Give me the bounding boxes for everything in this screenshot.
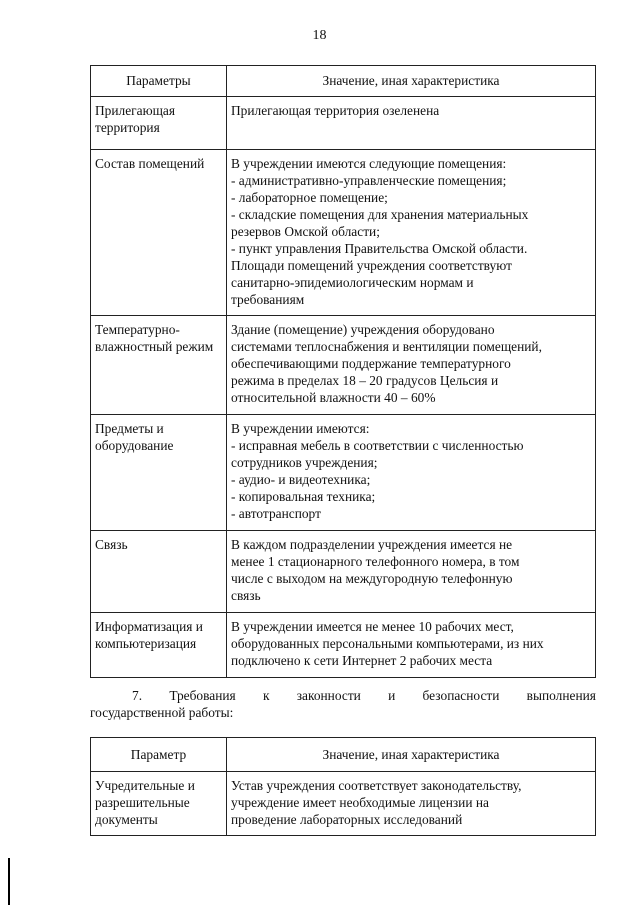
cell-line: - автотранспорт xyxy=(231,506,321,521)
cell-line: - исправная мебель в соответствии с численностью xyxy=(231,438,524,453)
cell-line: Устав учреждения соответствует законодательству, xyxy=(231,778,522,793)
section-word: законности xyxy=(296,688,361,703)
parameter-cell xyxy=(91,772,227,836)
table-row xyxy=(91,772,596,836)
parameter-cell xyxy=(91,415,227,531)
parameter-cell xyxy=(91,150,227,316)
cell-line: Прилегающая xyxy=(95,103,176,118)
column-header-parameter: Параметры xyxy=(91,66,227,97)
section-word: и xyxy=(388,688,396,703)
table-header-row xyxy=(91,738,596,772)
value-cell xyxy=(227,772,596,836)
scan-edge-mark xyxy=(8,858,10,905)
cell-line: Предметы и xyxy=(95,421,164,436)
column-header-value: Значение, иная характеристика xyxy=(227,66,596,97)
column-header-value: Значение, иная характеристика xyxy=(227,738,596,772)
cell-line: - складские помещения для хранения материальных xyxy=(231,207,529,222)
cell-line: Температурно- xyxy=(95,322,180,337)
cell-line: - административно-управленческие помещения; xyxy=(231,173,507,188)
cell-line: Здание (помещение) учреждения оборудовано xyxy=(231,322,495,337)
value-cell xyxy=(227,150,596,316)
table-row xyxy=(91,531,596,613)
cell-line: - лабораторное помещение; xyxy=(231,190,388,205)
table-row xyxy=(91,150,596,316)
section-7-second-line: государственной работы: xyxy=(90,705,234,720)
cell-line: обеспечивающими поддержание температурного xyxy=(231,356,511,371)
value-cell xyxy=(227,415,596,531)
cell-line: территория xyxy=(95,120,160,135)
cell-line: документы xyxy=(95,812,158,827)
cell-line: компьютеризация xyxy=(95,636,197,651)
cell-line: режима в пределах 18 – 20 градусов Цельсия и xyxy=(231,373,499,388)
cell-line: подключено к сети Интернет 2 рабочих места xyxy=(231,653,493,668)
cell-line: менее 1 стационарного телефонного номера, в том xyxy=(231,554,520,569)
value-cell xyxy=(227,97,596,150)
table-row xyxy=(91,613,596,678)
cell-line: связь xyxy=(231,588,261,603)
parameter-cell xyxy=(91,613,227,678)
cell-line: учреждение имеет необходимые лицензии на xyxy=(231,795,489,810)
cell-line: В учреждении имеются: xyxy=(231,421,370,436)
cell-line: сотрудников учреждения; xyxy=(231,455,378,470)
cell-line: оборудованных персональными компьютерами, из них xyxy=(231,636,544,651)
parameter-cell xyxy=(91,531,227,613)
cell-line: системами теплоснабжения и вентиляции помещений, xyxy=(231,339,542,354)
parameter-cell xyxy=(91,97,227,150)
cell-line: В учреждении имеется не менее 10 рабочих мест, xyxy=(231,619,514,634)
cell-line: В учреждении имеются следующие помещения: xyxy=(231,156,507,171)
parameter-cell xyxy=(91,316,227,415)
cell-line: Связь xyxy=(95,537,128,552)
table-row xyxy=(91,415,596,531)
cell-line: - аудио- и видеотехника; xyxy=(231,472,371,487)
requirements-table xyxy=(90,65,596,678)
cell-line: Площади помещений учреждения соответствуют xyxy=(231,258,512,273)
section-word: Требования xyxy=(169,688,236,703)
section-7-first-line xyxy=(90,687,596,704)
column-header-parameter: Параметр xyxy=(91,738,227,772)
cell-line: проведение лабораторных исследований xyxy=(231,812,463,827)
cell-line: влажностный режим xyxy=(95,339,214,354)
cell-line: санитарно-эпидемиологическим нормам и xyxy=(231,275,474,290)
value-cell xyxy=(227,531,596,613)
cell-line: В каждом подразделении учреждения имеется не xyxy=(231,537,513,552)
cell-line: Информатизация и xyxy=(95,619,203,634)
table-row xyxy=(91,97,596,150)
section-word: выполнения xyxy=(526,688,596,703)
cell-line: Прилегающая территория озеленена xyxy=(231,103,440,118)
legality-table xyxy=(90,737,596,836)
cell-line: оборудование xyxy=(95,438,174,453)
cell-line: относительной влажности 40 – 60% xyxy=(231,390,436,405)
cell-line: числе с выходом на междугородную телефонную xyxy=(231,571,513,586)
table-header-row xyxy=(91,66,596,97)
section-word: 7. xyxy=(132,688,143,703)
section-word: безопасности xyxy=(422,688,500,703)
page-number: 18 xyxy=(312,28,327,43)
cell-line: Учредительные и xyxy=(95,778,195,793)
value-cell xyxy=(227,613,596,678)
section-7-heading xyxy=(90,687,596,721)
cell-line: - пункт управления Правительства Омской области. xyxy=(231,241,528,256)
cell-line: Состав помещений xyxy=(95,156,205,171)
table-row xyxy=(91,316,596,415)
value-cell xyxy=(227,316,596,415)
cell-line: - копировальная техника; xyxy=(231,489,376,504)
cell-line: резервов Омской области; xyxy=(231,224,380,239)
cell-line: разрешительные xyxy=(95,795,190,810)
section-word: к xyxy=(262,688,270,703)
cell-line: требованиям xyxy=(231,292,305,307)
